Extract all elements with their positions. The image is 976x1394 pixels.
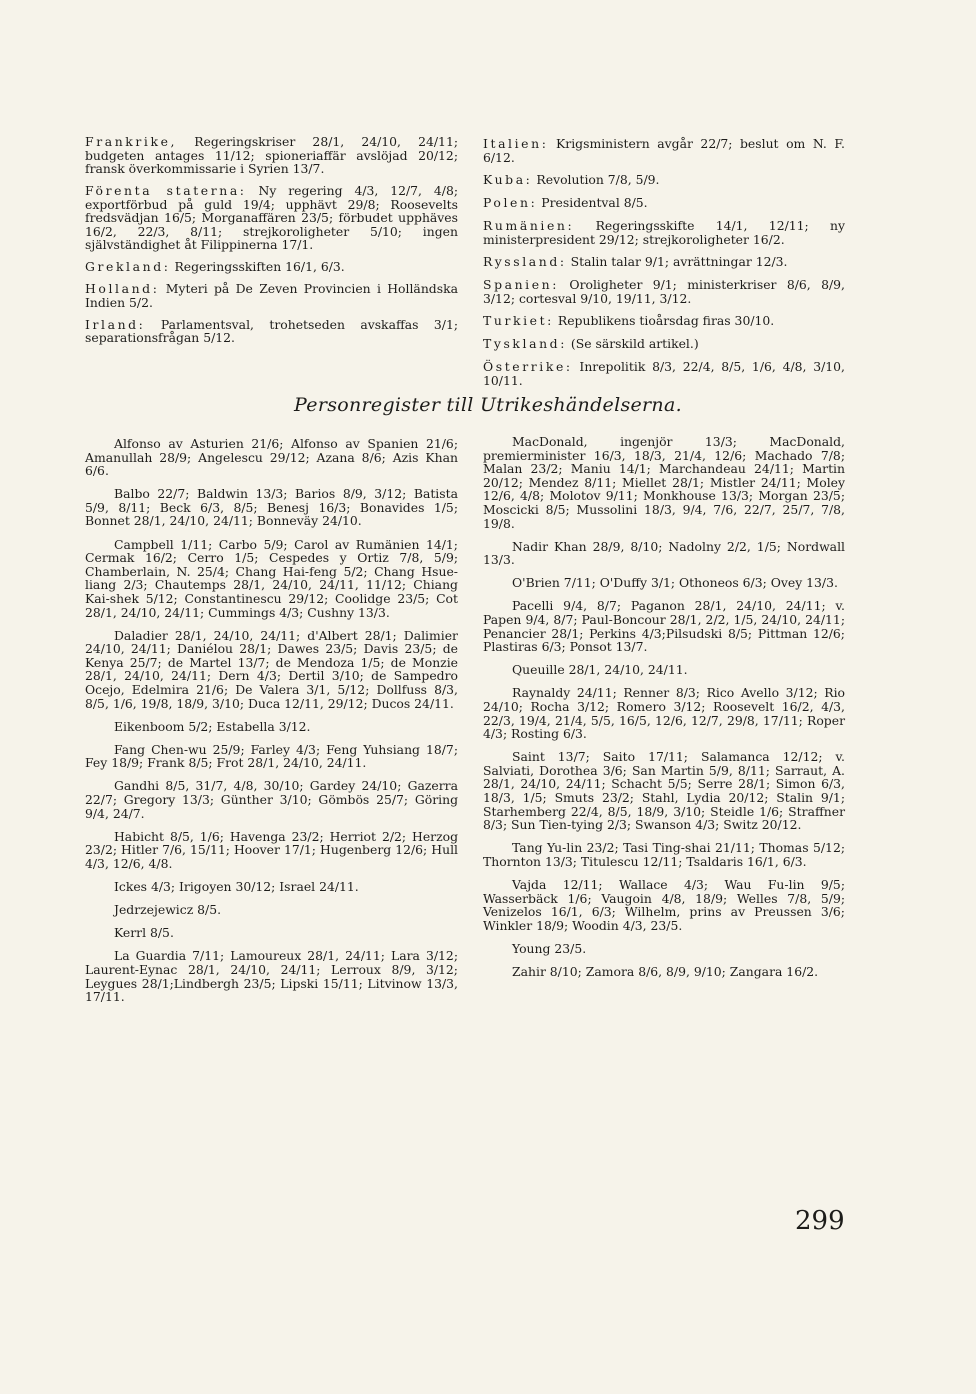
country-entry-forenta-staterna [85, 184, 458, 252]
country-entry-polen [483, 196, 845, 210]
country-entry-holland [85, 282, 458, 309]
page-number: 299 [795, 1206, 845, 1236]
country-text: (Se särskild artikel.) [566, 336, 699, 352]
register-entry-b: Balbo 22/7; Baldwin 13/3; Barios 8/9, 3/12; Batista 5/9, 8/11; Beck 6/3, 8/5; Benesj 16/3; Bonavides 1/5; Bonnet 28/1, 24/10, 24/11; Bonneväy 24/10. [85, 486, 458, 529]
register-entry-h: Habicht 8/5, 1/6; Havenga 23/2; Herriot 2/2; Herzog 23/2; Hitler 7/6, 15/11; Hoover 17/1; Hugenberg 12/6; Hull 4/3, 12/6, 4/8. [85, 828, 458, 871]
country-text: Stalin talar 9/1; avrättningar 12/3. [566, 254, 788, 270]
country-column-right [483, 137, 845, 396]
country-name: Rumänien: [483, 217, 575, 233]
country-entry-italien [483, 137, 845, 164]
country-entry-osterrike [483, 360, 845, 387]
register-entry-k: Kerrl 8/5. [114, 925, 174, 941]
country-name: Spanien: [483, 277, 560, 293]
country-name: Kuba: [483, 172, 533, 188]
country-text: Krigsministern avgår 22/7; beslut om N. F. 6/12. [483, 136, 845, 165]
country-entry-grekland [85, 260, 458, 274]
country-entry-frankrike [85, 135, 458, 176]
register-heading: Personregister till Utrikeshändelserna. [294, 394, 682, 416]
country-text: Presidentval 8/5. [537, 195, 648, 211]
register-entry-d: Daladier 28/1, 24/10, 24/11; d'Albert 28/1; Dalimier 24/10, 24/11; Daniélou 28/1; Dawes 23/5; Davis 23/5; de Kenya 25/7; de Martel 13/7; de Mendoza 1/5; de Monzie 28/1, 24/10, 24/11; Dern 4/3; Dertil 3/10; de Sampedro Ocejo, Edelmira 21/6; De Valera 3/1, 5/12; Dollfuss 8/3, 8/5, 1/6, 19/8, 18/9, 3/10; Duca 12/11, 29/12; Ducos 24/11. [85, 627, 458, 711]
register-entry-q: Queuille 28/1, 24/10, 24/11. [512, 662, 688, 678]
country-name: Frankrike, [85, 134, 178, 149]
register-entry-o: O'Brien 7/11; O'Duffy 3/1; Othoneos 6/3; Ovey 13/3. [512, 575, 838, 591]
register-entry-t: Tang Yu-lin 23/2; Tasi Ting-shai 21/11; Thomas 5/12; Thornton 13/3; Titulescu 12/11; Tsaldaris 16/1, 6/3. [483, 840, 845, 869]
country-entry-rumanien [483, 219, 845, 246]
country-name: Förenta staterna: [85, 183, 247, 199]
country-name: Irland: [85, 316, 146, 332]
country-column-left [85, 135, 458, 353]
register-entry-m: MacDonald, ingenjör 13/3; MacDonald, premierminister 16/3, 18/3, 21/4, 12/6; Machado 7/8; Malan 23/2; Maniu 14/1; Marchandeau 24/11; Martin 20/12; Mendez 8/11; Miellet 28/1; Mistler 24/11; Moley 12/6, 4/8; Molotov 9/11; Monkhouse 13/3; Morgan 23/5; Moscicki 8/5; Mussolini 18/3, 9/4, 7/6, 22/7, 25/7, 7/8, 19/8. [483, 434, 845, 531]
register-entry-n: Nadir Khan 28/9, 8/10; Nadolny 2/2, 1/5; Nordwall 13/3. [483, 538, 845, 568]
register-entry-i: Ickes 4/3; Irigoyen 30/12; Israel 24/11. [114, 879, 359, 895]
country-name: Tyskland: [483, 336, 567, 352]
register-entry-g: Gandhi 8/5, 31/7, 4/8, 30/10; Gardey 24/10; Gazerra 22/7; Gregory 13/3; Günther 3/10; Gömbös 25/7; Göring 9/4, 24/7. [85, 778, 458, 821]
country-name: Ryssland: [483, 254, 567, 270]
country-name: Grekland: [85, 259, 171, 275]
country-entry-irland [85, 318, 458, 345]
register-entry-e: Eikenboom 5/2; Estabella 3/12. [114, 718, 311, 734]
country-name: Polen: [483, 195, 538, 211]
register-entry-c: Campbell 1/11; Carbo 5/9; Carol av Rumänien 14/1; Cermak 16/2; Cerro 1/5; Cespedes y Ortiz 7/8, 5/9; Chamberlain, N. 25/4; Chang Hai-feng 5/2; Chang Hsue-liang 2/3; Chautemps 28/1, 24/10, 24/11, 11/12; Chiang Kai-shek 5/12; Constantinescu 29/12; Coolidge 23/5; Cot 28/1, 24/10, 24/11; Cummings 4/3; Cushny 13/3. [85, 536, 458, 620]
register-column-right [483, 435, 845, 988]
register-entry-l: La Guardia 7/11; Lamoureux 28/1, 24/11; Lara 3/12; Laurent-Eynac 28/1, 24/10, 24/11; Lerroux 8/9, 3/12; Leygues 28/1;Lindbergh 23/5; Lipski 15/11; Litvinow 13/3, 17/11. [85, 948, 458, 1005]
register-entry-a: Alfonso av Asturien 21/6; Alfonso av Spanien 21/6; Amanullah 28/9; Angelescu 29/12; Azana 8/6; Azis Khan 6/6. [85, 436, 458, 479]
register-column-left [85, 437, 458, 1013]
register-entry-p: Pacelli 9/4, 8/7; Paganon 28/1, 24/10, 24/11; v. Papen 9/4, 8/7; Paul-Boncour 28/1, 2/2, 1/5, 24/10, 24/11; Penancier 28/1; Perkins 4/3;Pilsudski 8/5; Pittman 12/6; Plastiras 6/3; Ponsot 13/7. [483, 598, 845, 655]
country-name: Turkiet: [483, 313, 554, 329]
country-entry-tyskland [483, 337, 845, 351]
country-text: Regeringsskiften 16/1, 6/3. [170, 259, 345, 275]
register-entry-v: Vajda 12/11; Wallace 4/3; Wau Fu-lin 9/5; Wasserbäck 1/6; Vaugoin 4/8, 18/9; Welles 7/8, 5/9; Venizelos 16/1, 6/3; Wilhelm, prins av Preussen 3/6; Winkler 18/9; Woodin 4/3, 23/5. [483, 877, 845, 933]
register-entry-f: Fang Chen-wu 25/9; Farley 4/3; Feng Yuhsiang 18/7; Fey 18/9; Frank 8/5; Frot 28/1, 24/10, 24/11. [85, 741, 458, 771]
register-entry-y: Young 23/5. [512, 940, 587, 956]
country-entry-kuba [483, 173, 845, 187]
country-text: Parlamentsval, trohetseden avskaffas 3/1; separationsfrågan 5/12. [85, 316, 458, 346]
register-entry-z: Zahir 8/10; Zamora 8/6, 8/9, 9/10; Zangara 16/2. [512, 964, 819, 979]
country-entry-spanien [483, 278, 845, 305]
register-entry-j: Jedrzejewicz 8/5. [114, 902, 222, 918]
country-text: Oroligheter 9/1; ministerkriser 8/6, 8/9, 3/12; cortesval 9/10, 19/11, 3/12. [483, 277, 845, 306]
country-text: Regeringskriser 28/1, 24/10, 24/11; budgeten antages 11/12; spioneriaffär avslöjad 20/12; fransk överkommissarie i Syrien 13/7. [85, 134, 458, 177]
country-text: Regeringsskifte 14/1, 12/11; ny ministerpresident 29/12; strejkoroligheter 16/2. [483, 217, 845, 247]
country-name: Holland: [85, 281, 160, 297]
country-name: Österrike: [483, 359, 573, 375]
country-text: Revolution 7/8, 5/9. [532, 172, 660, 188]
country-entry-ryssland [483, 255, 845, 269]
country-text: Inrepolitik 8/3, 22/4, 8/5, 1/6, 4/8, 3/10, 10/11. [483, 359, 845, 388]
country-text: Republikens tioårsdag firas 30/10. [553, 313, 775, 329]
country-text: Ny regering 4/3, 12/7, 4/8; exportförbud på guld 19/4; upphävt 29/8; Roosevelts fredsvädjan 16/5; Morganaffären 23/5; förbudet upphäves 16/2, 22/3, 8/11; strejkoroligheter 5/10; ingen självständighet åt Filippinerna 17/1. [85, 183, 458, 253]
register-entry-s: Saint 13/7; Saito 17/11; Salamanca 12/12; v. Salviati, Dorothea 3/6; San Martin 5/9, 8/11; Sarraut, A. 28/1, 24/10, 24/11; Schacht 5/5; Serre 28/1; Simon 6/3, 18/3, 1/5; Smuts 23/2; Stahl, Lydia 20/12; Stalin 9/1; Starhemberg 22/4, 8/5, 18/9, 3/10; Steidle 1/6; Straffner 8/3; Sun Tien-tying 2/3; Swanson 4/3; Switz 20/12. [483, 749, 845, 833]
country-entry-turkiet [483, 314, 845, 328]
country-name: Italien: [483, 136, 549, 151]
country-text: Myteri på De Zeven Provincien i Holländska Indien 5/2. [85, 281, 458, 310]
register-entry-r: Raynaldy 24/11; Renner 8/3; Rico Avello 3/12; Rio 24/10; Rocha 3/12; Romero 3/12; Roosevelt 16/2, 4/3, 22/3, 19/4, 21/4, 5/5, 16/5, 12/6, 12/7, 29/8, 17/11; Roper 4/3; Rosting 6/3. [483, 685, 845, 742]
